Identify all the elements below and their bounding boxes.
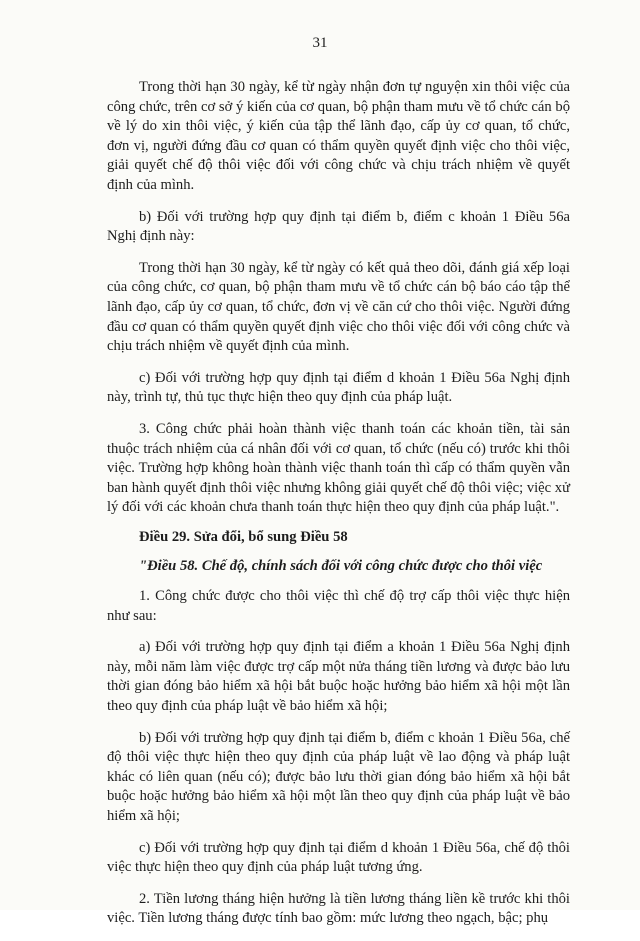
paragraph-point-c: c) Đối với trường hợp quy định tại điểm d khoản 1 Điều 56a Nghị định này, trình tự, thủ tục thực hiện theo quy định của pháp luật. xyxy=(107,369,570,406)
paragraph-clause-3: 3. Công chức phải hoàn thành việc thanh toán các khoản tiền, tài sản thuộc trách nhiệm của cá nhân đối với cơ quan, tổ chức (nếu có) trước khi thôi việc. Trường hợp không hoàn thành việc thanh toán thì cấp có thẩm quyền vẫn ban hành quyết định thôi việc nhưng không giải quyết chế độ thôi việc; việc xử lý đối với các khoản chưa thanh toán thực hiện theo quy định của pháp luật.". xyxy=(107,420,570,516)
document-body xyxy=(107,78,570,941)
paragraph-clause-1: 1. Công chức được cho thôi việc thì chế độ trợ cấp thôi việc thực hiện như sau: xyxy=(107,588,570,624)
paragraph-deadline-evaluation: Trong thời hạn 30 ngày, kể từ ngày có kết quả theo dõi, đánh giá xếp loại của công chức, cơ quan, bộ phận tham mưu về tổ chức cán bộ báo cáo tập thể lãnh đạo, cấp ủy cơ quan, tổ chức, đơn vị về căn cứ cho thôi việc. Người đứng đầu cơ quan có thẩm quyền quyết định việc cho thôi việc đối với công chức và chịu trách nhiệm về quyết định của mình. xyxy=(107,259,570,355)
page-number: 31 xyxy=(312,35,328,51)
paragraph-clause-1b: b) Đối với trường hợp quy định tại điểm b, điểm c khoản 1 Điều 56a, chế độ thôi việc thực hiện theo quy định của pháp luật về lao động và pháp luật khác có liên quan (nếu có); được bảo lưu thời gian đóng bảo hiểm xã hội bắt buộc hoặc hưởng bảo hiểm xã hội một lần theo quy định của pháp luật về bảo hiểm xã hội; xyxy=(107,729,570,824)
article-heading: Điều 29. Sửa đổi, bổ sung Điều 58 xyxy=(139,528,348,545)
paragraph-clause-1a: a) Đối với trường hợp quy định tại điểm a khoản 1 Điều 56a Nghị định này, mỗi năm làm việc được trợ cấp một nửa tháng tiền lương và được bảo lưu thời gian đóng bảo hiểm xã hội bắt buộc hoặc hưởng bảo hiểm xã hội một lần theo quy định của pháp luật về bảo hiểm xã hội; xyxy=(107,639,570,715)
paragraph-clause-1c: c) Đối với trường hợp quy định tại điểm d khoản 1 Điều 56a, chế độ thôi việc thực hiện theo quy định của pháp luật tương ứng. xyxy=(107,839,570,876)
quoted-article-heading: "Điều 58. Chế độ, chính sách đối với công chức được cho thôi việc xyxy=(139,558,543,575)
paragraph-clause-2: 2. Tiền lương tháng hiện hưởng là tiền lương tháng liền kề trước khi thôi việc. Tiền lương tháng được tính bao gồm: mức lương theo ngạch, bậc; phụ xyxy=(107,890,570,927)
paragraph-point-b: b) Đối với trường hợp quy định tại điểm b, điểm c khoản 1 Điều 56a Nghị định này: xyxy=(107,208,570,245)
paragraph-deadline-resignation: Trong thời hạn 30 ngày, kể từ ngày nhận đơn tự nguyện xin thôi việc của công chức, trên cơ sở ý kiến của cơ quan, bộ phận tham mưu về tổ chức cán bộ về lý do xin thôi việc, ý kiến của tập thể lãnh đạo, cấp ủy cơ quan, tổ chức, đơn vị, người đứng đầu cơ quan có thẩm quyền quyết định việc cho thôi việc, giải quyết chế độ thôi việc đối với công chức và chịu trách nhiệm về quyết định của mình. xyxy=(107,79,570,193)
